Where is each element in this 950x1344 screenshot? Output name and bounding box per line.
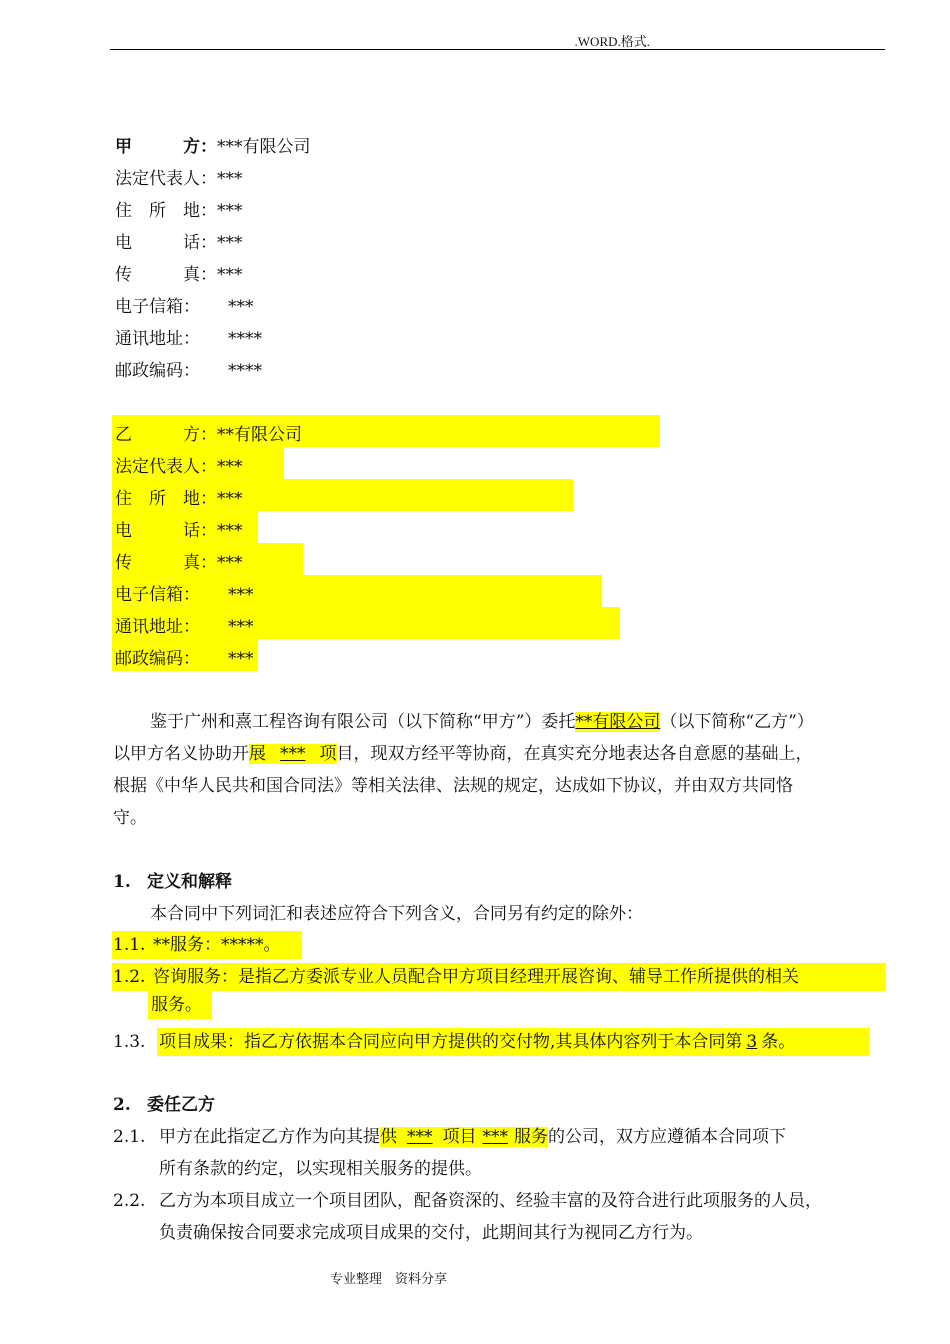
party-a-row-email: 电子信箱： *** [115, 297, 254, 317]
party-b-row-mailing: 通讯地址： *** [115, 617, 254, 637]
party-a-row-address: 住 所 地：*** [115, 201, 243, 221]
item-1-2-cont: 服务。 [151, 995, 202, 1015]
page-header: .WORD.格式. [574, 34, 650, 49]
party-b-row-name: 乙 方：**有限公司 [115, 425, 302, 445]
party-b-row-phone: 电 话：*** [115, 521, 243, 541]
party-a-row-postcode: 邮政编码： **** [115, 361, 262, 381]
party-b-row-rep: 法定代表人：*** [115, 457, 243, 477]
party-a-row-fax: 传 真：*** [115, 265, 243, 285]
preamble-line-2: 以甲方名义协助开展 *** 项目，现双方经平等协商，在真实充分地表达各自意愿的基础上， [113, 744, 813, 764]
item-2-1-cont: 所有条款的约定，以实现相关服务的提供。 [159, 1159, 482, 1179]
preamble-line-4: 守。 [113, 808, 147, 828]
page-footer: 专业整理 资料分享 [330, 1272, 448, 1287]
party-b-row-email: 电子信箱： *** [115, 585, 254, 605]
preamble-line-1: 鉴于广州和熹工程咨询有限公司（以下简称“甲方”）委托**有限公司（以下简称“乙方”） [150, 712, 814, 732]
section-1-heading: 1. 定义和解释 [113, 872, 232, 892]
party-b-row-postcode: 邮政编码： *** [115, 649, 254, 669]
item-2-2: 2.2. 乙方为本项目成立一个项目团队，配备资深的、经验丰富的及符合进行此项服务的人员， [113, 1191, 822, 1211]
party-b-row-address: 住 所 地：*** [115, 489, 243, 509]
party-b-row-fax: 传 真：*** [115, 553, 243, 573]
party-a-row-mailing: 通讯地址： **** [115, 329, 262, 349]
item-1-2: 1.2. 咨询服务：是指乙方委派专业人员配合甲方项目经理开展咨询、辅导工作所提供的相关 [113, 967, 799, 987]
section-1-intro: 本合同中下列词汇和表述应符合下列含义，合同另有约定的除外： [150, 904, 643, 924]
party-a-row-rep: 法定代表人：*** [115, 169, 243, 189]
party-a-row-name: 甲 方：***有限公司 [115, 137, 311, 157]
item-2-2-cont: 负责确保按合同要求完成项目成果的交付，此期间其行为视同乙方行为。 [159, 1223, 703, 1243]
item-1-1: 1.1. **服务：*****。 [113, 935, 281, 955]
preamble-line-3: 根据《中华人民共和国合同法》等相关法律、法规的规定，达成如下协议，并由双方共同恪 [113, 776, 793, 796]
header-rule [110, 49, 885, 50]
section-2-heading: 2. 委任乙方 [113, 1095, 215, 1115]
item-2-1: 2.1. 甲方在此指定乙方作为向其提供 *** 项目 *** 服务的公司，双方应遵循本合同项下 [113, 1127, 786, 1147]
party-a-row-phone: 电 话：*** [115, 233, 243, 253]
item-1-3: 1.3. 项目成果：指乙方依据本合同应向甲方提供的交付物,其具体内容列于本合同第 3 条。 [113, 1032, 796, 1052]
